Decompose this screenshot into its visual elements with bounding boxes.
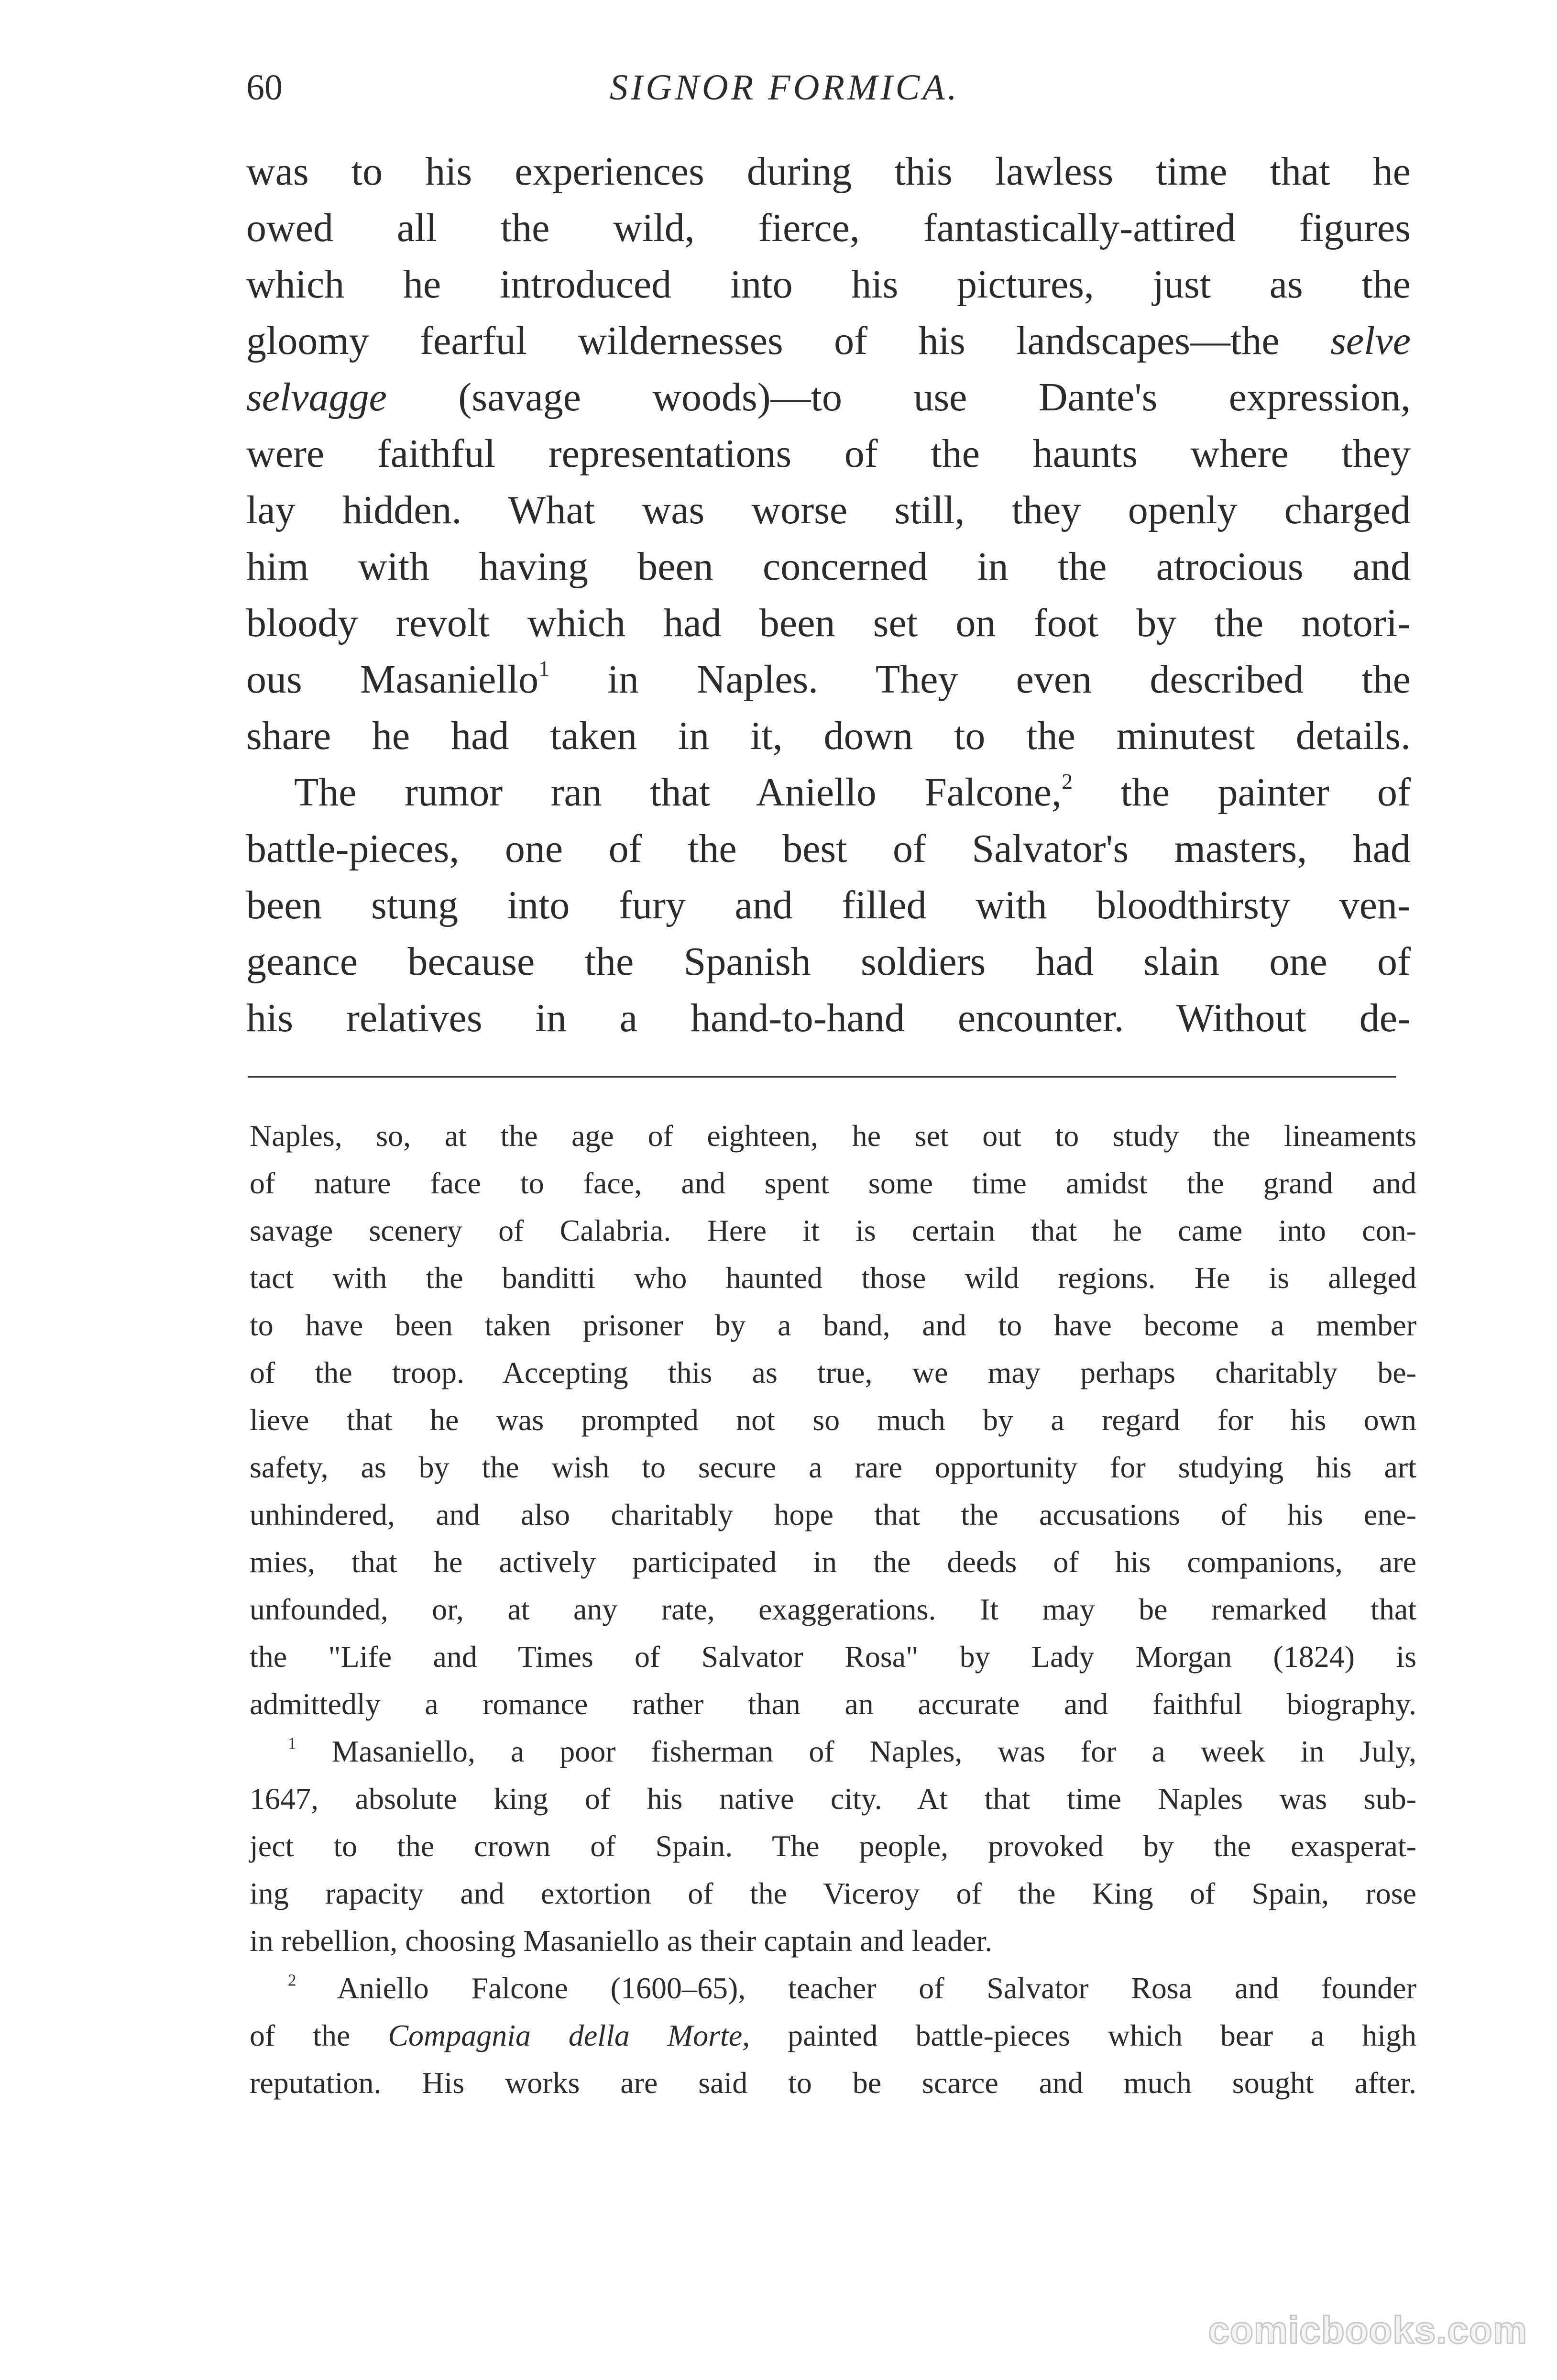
- footnote-line: reputation. His works are said to be scarce and much sought after.: [250, 2066, 1416, 2100]
- text-segment: gloomy fearful wildernesses of his landscapes—the: [246, 319, 1280, 363]
- footnote-line: [250, 1964, 1416, 2012]
- italic-term-selvagge: selvagge: [246, 375, 387, 419]
- footnote-line: safety, as by the wish to secure a rare opportunity for studying his art: [250, 1450, 1416, 1484]
- text-segment: Aniello Falcone (1600–65), teacher of Salvator Rosa and founder: [337, 1971, 1417, 2005]
- text-line: share he had taken in it, down to the minutest details.: [246, 714, 1411, 758]
- footnote-line: [250, 2012, 1416, 2059]
- main-text: [246, 143, 1411, 1047]
- paragraph-2: [246, 764, 1411, 821]
- running-head: SIGNOR FORMICA.: [610, 67, 960, 108]
- paragraph-1: [246, 143, 1411, 764]
- footnote-line: ing rapacity and extortion of the Viceroy of the King of Spain, rose: [250, 1876, 1416, 1910]
- text-line: bloody revolt which had been set on foot by the notori-: [246, 601, 1411, 645]
- footnote-line: of the troop. Accepting this as true, we may perhaps charitably be-: [250, 1355, 1416, 1389]
- text-line: were faithful representations of the haunts where they: [246, 431, 1411, 476]
- footnote-ref-1: 1: [538, 656, 550, 681]
- footnote-line: admittedly a romance rather than an accurate and faithful biography.: [250, 1687, 1416, 1721]
- text-segment: in Naples. They even described the: [607, 657, 1411, 702]
- text-line: been stung into fury and filled with bloodthirsty ven-: [246, 883, 1411, 927]
- text-line: [246, 369, 1411, 426]
- text-line: lay hidden. What was worse still, they openly charged: [246, 488, 1411, 532]
- text-segment: painted battle-pieces which bear a high: [788, 2018, 1417, 2052]
- text-line: [246, 764, 1411, 821]
- text-segment: the painter of: [1120, 770, 1411, 815]
- footnote-line: savage scenery of Calabria. Here it is certain that he came into con-: [250, 1213, 1416, 1247]
- text-line: [246, 313, 1411, 369]
- text-line: which he introduced into his pictures, just as the: [246, 262, 1411, 307]
- footnote-ref-2: 2: [1062, 769, 1073, 794]
- text-line: was to his experiences during this lawless time that he: [246, 149, 1411, 194]
- text-line: him with having been concerned in the atrocious and: [246, 544, 1411, 589]
- footnote-line: Naples, so, at the age of eighteen, he set out to study the lineaments: [250, 1119, 1416, 1153]
- italic-title: Compagnia della Morte,: [388, 2018, 750, 2052]
- footnote-line: lieve that he was prompted not so much by a regard for his own: [250, 1403, 1416, 1437]
- footnote-line: 1647, absolute king of his native city. At that time Naples was sub-: [250, 1782, 1416, 1816]
- watermark: comicbooks.com: [1208, 2309, 1527, 2351]
- footnote-line: of nature face to face, and spent some time amidst the grand and: [250, 1166, 1416, 1200]
- footnote-line: unhindered, and also charitably hope that the accusations of his ene-: [250, 1498, 1416, 1532]
- footnote-divider: [248, 1076, 1396, 1078]
- text-segment: ous Masaniello: [246, 657, 539, 702]
- text-segment: of the: [250, 2018, 351, 2052]
- text-line: his relatives in a hand-to-hand encounter. Without de-: [246, 996, 1411, 1040]
- text-line: geance because the Spanish soldiers had slain one of: [246, 939, 1411, 984]
- footnote-line: unfounded, or, at any rate, exaggerations. It may be remarked that: [250, 1592, 1416, 1626]
- footnote-marker-1: 1: [288, 1734, 296, 1753]
- footnotes: [250, 1112, 1416, 2106]
- footnote-line: to have been taken prisoner by a band, and to have become a member: [250, 1308, 1416, 1342]
- page-number: 60: [246, 67, 283, 108]
- text-line: battle-pieces, one of the best of Salvator's masters, had: [246, 826, 1411, 871]
- text-segment: Masaniello, a poor fisherman of Naples, was for a week in July,: [331, 1734, 1417, 1768]
- footnote-line: mies, that he actively participated in the deeds of his companions, are: [250, 1545, 1416, 1579]
- page-header: [246, 61, 1411, 114]
- footnote-1: [250, 1728, 1416, 1964]
- footnote-line: in rebellion, choosing Masaniello as their captain and leader.: [250, 1924, 993, 1958]
- text-line: [246, 651, 1411, 708]
- footnote-line: ject to the crown of Spain. The people, provoked by the exasperat-: [250, 1829, 1416, 1863]
- footnote-line: the "Life and Times of Salvator Rosa" by Lady Morgan (1824) is: [250, 1640, 1416, 1674]
- text-segment: The rumor ran that Aniello Falcone,: [294, 770, 1062, 815]
- footnote-2: [250, 1964, 1416, 2106]
- footnote-marker-2: 2: [288, 1971, 296, 1990]
- footnote-continued: [250, 1112, 1416, 1728]
- footnote-line: tact with the banditti who haunted those wild regions. He is alleged: [250, 1261, 1416, 1295]
- text-line: owed all the wild, fierce, fantastically-attired figures: [246, 206, 1411, 250]
- text-segment: (savage woods)—to use Dante's expression,: [458, 375, 1411, 419]
- footnote-line: [250, 1728, 1416, 1775]
- paragraph-2-cont: [246, 821, 1411, 1047]
- italic-term-selve: selve: [1330, 319, 1411, 363]
